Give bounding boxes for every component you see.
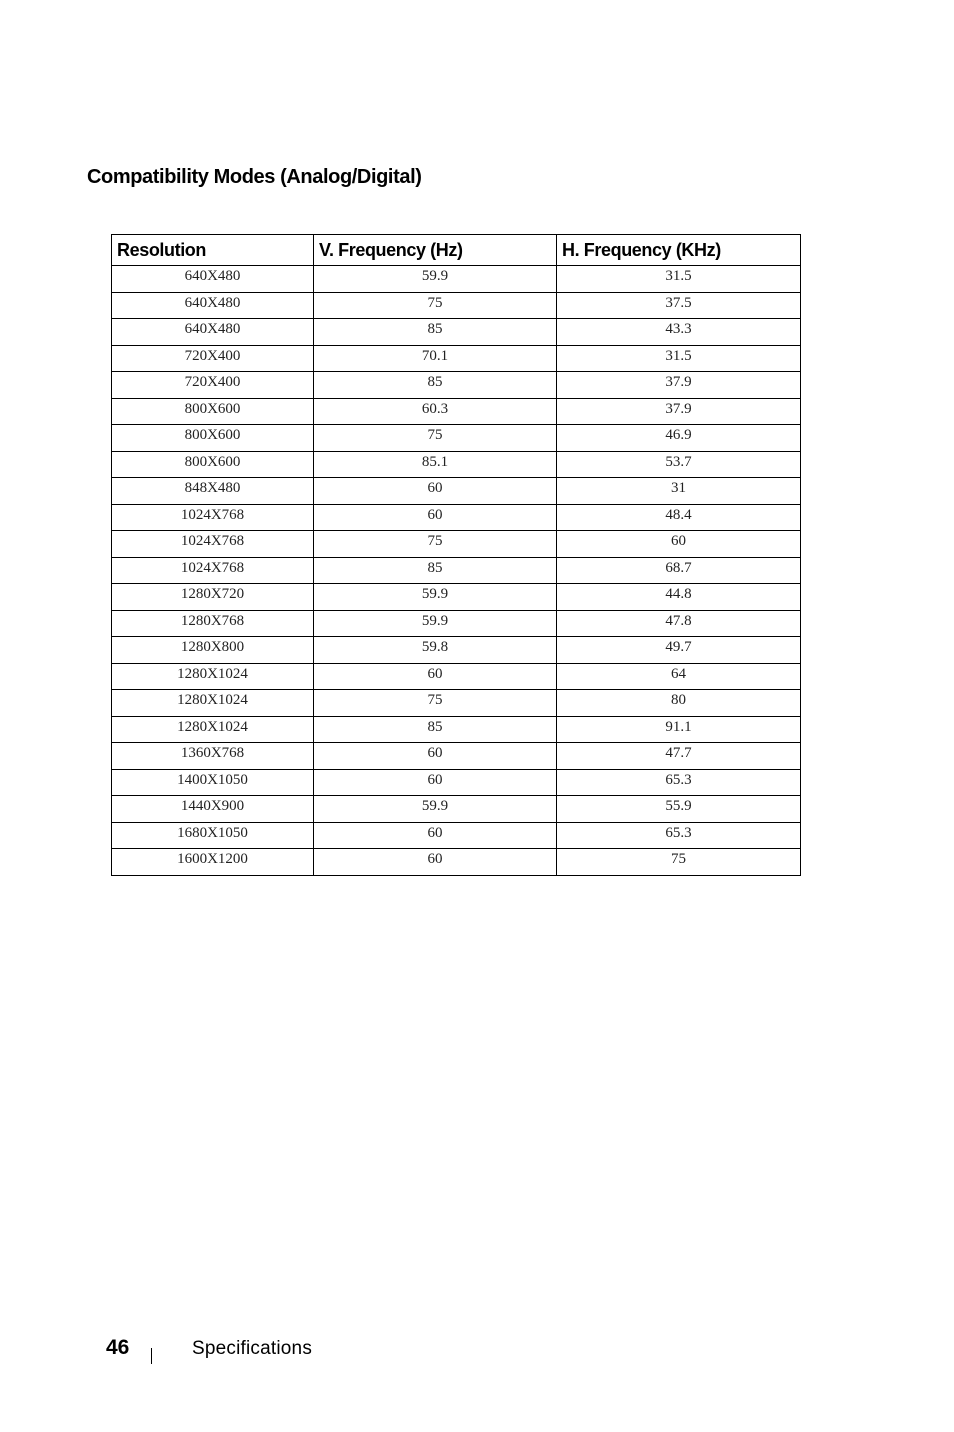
table-row xyxy=(112,504,801,531)
cell-h-frequency: 44.8 xyxy=(557,584,801,611)
cell-v-frequency: 75 xyxy=(314,531,557,558)
header-resolution: Resolution xyxy=(112,235,314,266)
cell-resolution: 1280X800 xyxy=(112,637,314,664)
table-row xyxy=(112,796,801,823)
cell-h-frequency: 31.5 xyxy=(557,345,801,372)
cell-v-frequency: 85 xyxy=(314,319,557,346)
cell-resolution: 1280X1024 xyxy=(112,716,314,743)
table-row xyxy=(112,398,801,425)
cell-h-frequency: 43.3 xyxy=(557,319,801,346)
cell-resolution: 1680X1050 xyxy=(112,822,314,849)
cell-resolution: 1600X1200 xyxy=(112,849,314,876)
cell-v-frequency: 60 xyxy=(314,663,557,690)
cell-v-frequency: 59.8 xyxy=(314,637,557,664)
cell-resolution: 800X600 xyxy=(112,398,314,425)
table-row xyxy=(112,849,801,876)
cell-v-frequency: 60.3 xyxy=(314,398,557,425)
cell-h-frequency: 80 xyxy=(557,690,801,717)
cell-resolution: 720X400 xyxy=(112,372,314,399)
table-row xyxy=(112,478,801,505)
cell-v-frequency: 59.9 xyxy=(314,610,557,637)
cell-h-frequency: 31 xyxy=(557,478,801,505)
cell-h-frequency: 75 xyxy=(557,849,801,876)
cell-h-frequency: 47.8 xyxy=(557,610,801,637)
cell-v-frequency: 60 xyxy=(314,822,557,849)
cell-v-frequency: 60 xyxy=(314,849,557,876)
cell-resolution: 1400X1050 xyxy=(112,769,314,796)
table-row xyxy=(112,372,801,399)
table-row xyxy=(112,743,801,770)
cell-h-frequency: 49.7 xyxy=(557,637,801,664)
cell-h-frequency: 60 xyxy=(557,531,801,558)
cell-v-frequency: 75 xyxy=(314,292,557,319)
cell-resolution: 640X480 xyxy=(112,292,314,319)
cell-v-frequency: 60 xyxy=(314,769,557,796)
cell-resolution: 1024X768 xyxy=(112,504,314,531)
cell-v-frequency: 85 xyxy=(314,716,557,743)
cell-resolution: 720X400 xyxy=(112,345,314,372)
cell-v-frequency: 60 xyxy=(314,743,557,770)
cell-h-frequency: 37.5 xyxy=(557,292,801,319)
cell-resolution: 1280X1024 xyxy=(112,663,314,690)
table-row xyxy=(112,557,801,584)
cell-resolution: 800X600 xyxy=(112,425,314,452)
cell-h-frequency: 46.9 xyxy=(557,425,801,452)
cell-h-frequency: 53.7 xyxy=(557,451,801,478)
cell-v-frequency: 60 xyxy=(314,478,557,505)
cell-v-frequency: 70.1 xyxy=(314,345,557,372)
cell-resolution: 640X480 xyxy=(112,319,314,346)
footer-divider xyxy=(151,1348,152,1364)
cell-resolution: 1440X900 xyxy=(112,796,314,823)
page-number: 46 xyxy=(106,1336,130,1359)
table-row xyxy=(112,425,801,452)
table-row xyxy=(112,769,801,796)
table-row xyxy=(112,663,801,690)
cell-resolution: 640X480 xyxy=(112,266,314,293)
cell-resolution: 1280X720 xyxy=(112,584,314,611)
cell-resolution: 800X600 xyxy=(112,451,314,478)
cell-v-frequency: 60 xyxy=(314,504,557,531)
table-row xyxy=(112,584,801,611)
cell-v-frequency: 59.9 xyxy=(314,584,557,611)
cell-v-frequency: 85.1 xyxy=(314,451,557,478)
cell-h-frequency: 37.9 xyxy=(557,398,801,425)
table-row xyxy=(112,531,801,558)
table-row xyxy=(112,610,801,637)
compatibility-modes-table xyxy=(111,234,801,876)
table-row xyxy=(112,716,801,743)
cell-v-frequency: 85 xyxy=(314,557,557,584)
cell-h-frequency: 47.7 xyxy=(557,743,801,770)
cell-v-frequency: 75 xyxy=(314,425,557,452)
cell-v-frequency: 75 xyxy=(314,690,557,717)
cell-h-frequency: 37.9 xyxy=(557,372,801,399)
table-body xyxy=(112,266,801,876)
table-row xyxy=(112,822,801,849)
cell-h-frequency: 91.1 xyxy=(557,716,801,743)
cell-resolution: 1280X1024 xyxy=(112,690,314,717)
table-row xyxy=(112,266,801,293)
cell-v-frequency: 59.9 xyxy=(314,796,557,823)
table-header-row xyxy=(112,235,801,266)
cell-v-frequency: 85 xyxy=(314,372,557,399)
cell-resolution: 848X480 xyxy=(112,478,314,505)
cell-v-frequency: 59.9 xyxy=(314,266,557,293)
cell-resolution: 1280X768 xyxy=(112,610,314,637)
footer-section-name: Specifications xyxy=(192,1338,313,1359)
cell-h-frequency: 31.5 xyxy=(557,266,801,293)
section-title: Compatibility Modes (Analog/Digital) xyxy=(87,166,422,188)
header-h-frequency: H. Frequency (KHz) xyxy=(557,235,801,266)
table-row xyxy=(112,319,801,346)
table-row xyxy=(112,690,801,717)
table-row xyxy=(112,292,801,319)
cell-h-frequency: 48.4 xyxy=(557,504,801,531)
cell-h-frequency: 55.9 xyxy=(557,796,801,823)
table-row xyxy=(112,451,801,478)
table-row xyxy=(112,637,801,664)
table-row xyxy=(112,345,801,372)
cell-h-frequency: 64 xyxy=(557,663,801,690)
cell-resolution: 1360X768 xyxy=(112,743,314,770)
cell-h-frequency: 65.3 xyxy=(557,822,801,849)
cell-resolution: 1024X768 xyxy=(112,531,314,558)
cell-h-frequency: 68.7 xyxy=(557,557,801,584)
cell-h-frequency: 65.3 xyxy=(557,769,801,796)
header-v-frequency: V. Frequency (Hz) xyxy=(314,235,557,266)
cell-resolution: 1024X768 xyxy=(112,557,314,584)
